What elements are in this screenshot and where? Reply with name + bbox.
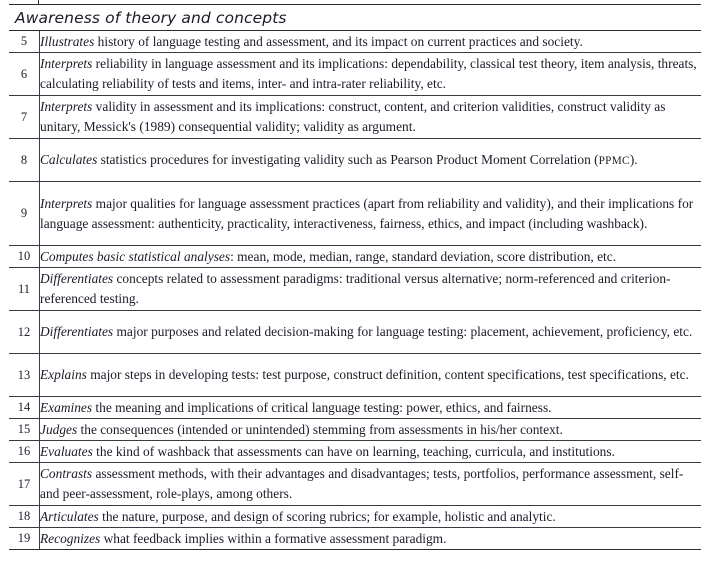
row-description-text: major qualities for language assessment practices (apart from reliability and validity), and their implications for language assessment: authenticity, practicality, interactiveness, fairness, ethics, and impact (including washback). [40,195,694,231]
row-description-cell [40,354,702,397]
row-action-verb: Interprets [40,56,93,72]
row-action-verb: Interprets [40,195,93,211]
row-number-cell: 14 [9,397,40,419]
row-number-cell: 11 [9,268,40,311]
row-action-verb: Recognizes [40,530,101,546]
row-action-verb: Explains [40,367,87,383]
row-action-verb: Illustrates [40,33,95,49]
row-description-text: the meaning and implications of critical language testing: power, ethics, and fairness. [92,399,552,415]
table-row [9,246,701,268]
row-description-cell [40,397,702,419]
row-description-text: the consequences (intended or unintended) stemming from assessments in his/her context. [77,421,563,437]
competency-table [9,31,701,550]
row-description-cell [40,506,702,528]
row-action-verb: Computes basic statistical analyses [40,248,231,264]
row-description-text: the nature, purpose, and design of scoring rubrics; for example, holistic and analytic. [98,508,556,524]
row-description-text: statistics procedures for investigating validity such as Pearson Product Moment Correlation (PPMC). [97,152,638,168]
row-description-cell [40,528,702,550]
row-number-cell: 8 [9,139,40,182]
row-description-text: the kind of washback that assessments can have on learning, teaching, curricula, and institutions. [92,443,615,459]
section-heading-row [9,5,701,31]
row-number-cell: 5 [9,31,40,53]
row-description-cell [40,311,702,354]
row-number-cell: 6 [9,53,40,96]
row-description-cell [40,419,702,441]
table-row [9,268,701,311]
row-number-cell: 12 [9,311,40,354]
row-description-cell [40,31,702,53]
competency-table-body [9,31,701,550]
row-action-verb: Contrasts [40,466,93,482]
row-description-cell [40,463,702,506]
row-action-verb: Judges [40,421,78,437]
table-row [9,397,701,419]
row-description-cell [40,441,702,463]
table-row [9,354,701,397]
row-description-cell [40,139,702,182]
table-row [9,139,701,182]
row-description-cell [40,96,702,139]
table-row [9,463,701,506]
row-action-verb: Differentiates [40,271,114,287]
row-number-cell: 13 [9,354,40,397]
row-action-verb: Interprets [40,99,93,115]
row-description-text: major purposes and related decision-making for language testing: placement, achievement, proficiency, etc. [113,324,693,340]
table-row [9,528,701,550]
column-divider-rule [38,0,39,4]
row-description-text: major steps in developing tests: test purpose, construct definition, content specifications, test specifications, etc. [86,367,689,383]
table-row [9,96,701,139]
table-row [9,311,701,354]
table-row [9,53,701,96]
row-number-cell: 17 [9,463,40,506]
row-number-cell: 9 [9,182,40,246]
row-number-cell: 18 [9,506,40,528]
row-number-cell: 19 [9,528,40,550]
row-description-text: : mean, mode, median, range, standard deviation, score distribution, etc. [230,248,617,264]
row-number-cell: 10 [9,246,40,268]
row-description-text: assessment methods, with their advantages and disadvantages; tests, portfolios, performance assessment, self- and peer-assessment, role-plays, among others. [40,466,684,501]
row-description-text: concepts related to assessment paradigms: traditional versus alternative; norm-referenced and criterion-referenced testing. [40,271,671,306]
row-description-cell [40,246,702,268]
row-description-text: history of language testing and assessment, and its impact on current practices and society. [94,33,583,49]
row-description-text: what feedback implies within a formative assessment paradigm. [100,530,447,546]
row-description-cell [40,53,702,96]
row-action-verb: Calculates [40,152,98,168]
table-row [9,441,701,463]
row-description-text: validity in assessment and its implications: construct, content, and criterion validities, construct validity as unitary, Messick's (1989) consequential validity; validity as argument. [40,99,666,134]
row-action-verb: Examines [40,399,93,415]
row-description-cell [40,182,702,246]
row-number-cell: 7 [9,96,40,139]
row-number-cell: 15 [9,419,40,441]
table-row [9,419,701,441]
section-heading-text: Awareness of theory and concepts [15,8,287,27]
row-action-verb: Differentiates [40,324,114,340]
row-description-text: reliability in language assessment and its implications: dependability, classical test theory, item analysis, threats, calculating reliability of tests and items, inter- and intra-rater reliability, etc. [40,56,697,91]
table-row [9,506,701,528]
table-row [9,31,701,53]
row-number-cell: 16 [9,441,40,463]
row-action-verb: Articulates [40,508,99,524]
row-description-cell [40,268,702,311]
row-action-verb: Evaluates [40,443,93,459]
table-row [9,182,701,246]
